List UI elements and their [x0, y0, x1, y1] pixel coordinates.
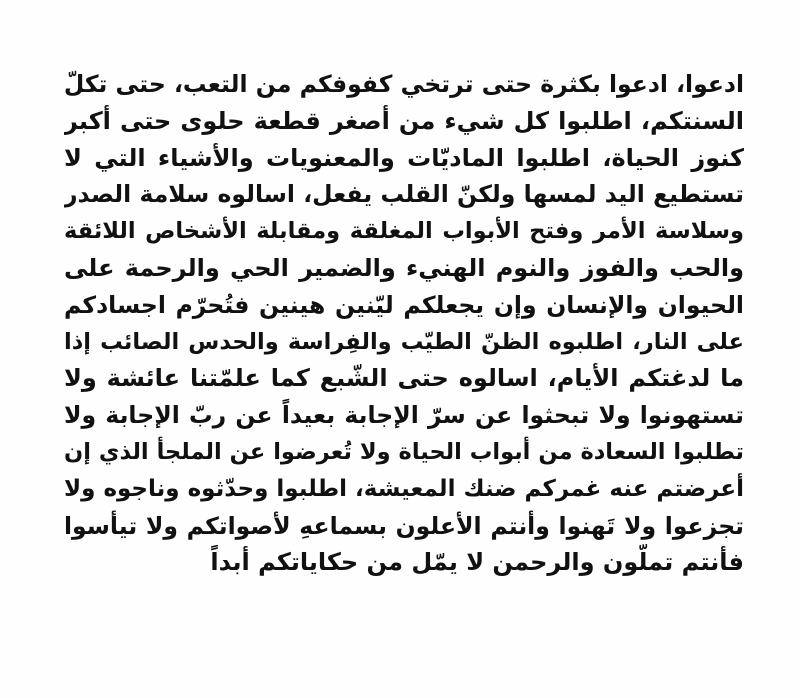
text-line-8: على النار، اطلبوه الظنّ الطيّب والفِراسة والحدس الصائب إذا	[64, 328, 744, 355]
text-line-13: تجزعوا ولا تَهنوا وأنتم الأعلون بسماعهِ لأصواتكم ولا تيأسوا	[64, 511, 744, 540]
text-line-9: ما لدغتكم الأيام، اسالوه حتى الشّبع كما علمّتنا عائشة ولا	[64, 364, 744, 393]
text-line-3: كنوز الحياة، اطلبوا الماديّات والمعنويات والأشياء التي لا	[64, 143, 744, 172]
text-line-4: تستطيع اليد لمسها ولكنّ القلب يفعل، اسالوه سلامة الصدر	[64, 180, 744, 209]
text-line-14: فأنتم تملّون والرحمن لا يمّل من حكاياتكم أبداً	[210, 548, 744, 577]
text-line-5: وسلاسة الأمر وفتح الأبواب المغلقة ومقابلة الأشخاص اللائقة	[64, 218, 744, 245]
text-line-11: تطلبوا السعادة من أبواب الحياة ولا تُعرضوا عن الملجأ الذي إن	[64, 438, 744, 465]
text-line-1: ادعوا، ادعوا بكثرة حتى ترتخي كفوفكم من التعب، حتى تكلّ	[64, 70, 744, 98]
text-line-12: أعرضتم عنه غمركم ضنك المعيشة، اطلبوا وحدّثوه وناجوه ولا	[64, 475, 744, 502]
text-line-7: الحيوان والإنسان وإن يجعلكم ليّنين هينين فتُحرّم اجسادكم	[64, 290, 744, 319]
arabic-text-block	[64, 66, 744, 581]
text-line-10: تستهونوا ولا تبحثوا عن سرّ الإجابة بعيداً عن ربّ الإجابة ولا	[64, 401, 744, 430]
text-line-2: السنتكم، اطلبوا كل شيء من أصغر قطعة حلوى حتى أكبر	[64, 106, 744, 135]
text-line-6: والحب والفوز والنوم الهنيء والضمير الحي والرحمة على	[64, 253, 744, 282]
